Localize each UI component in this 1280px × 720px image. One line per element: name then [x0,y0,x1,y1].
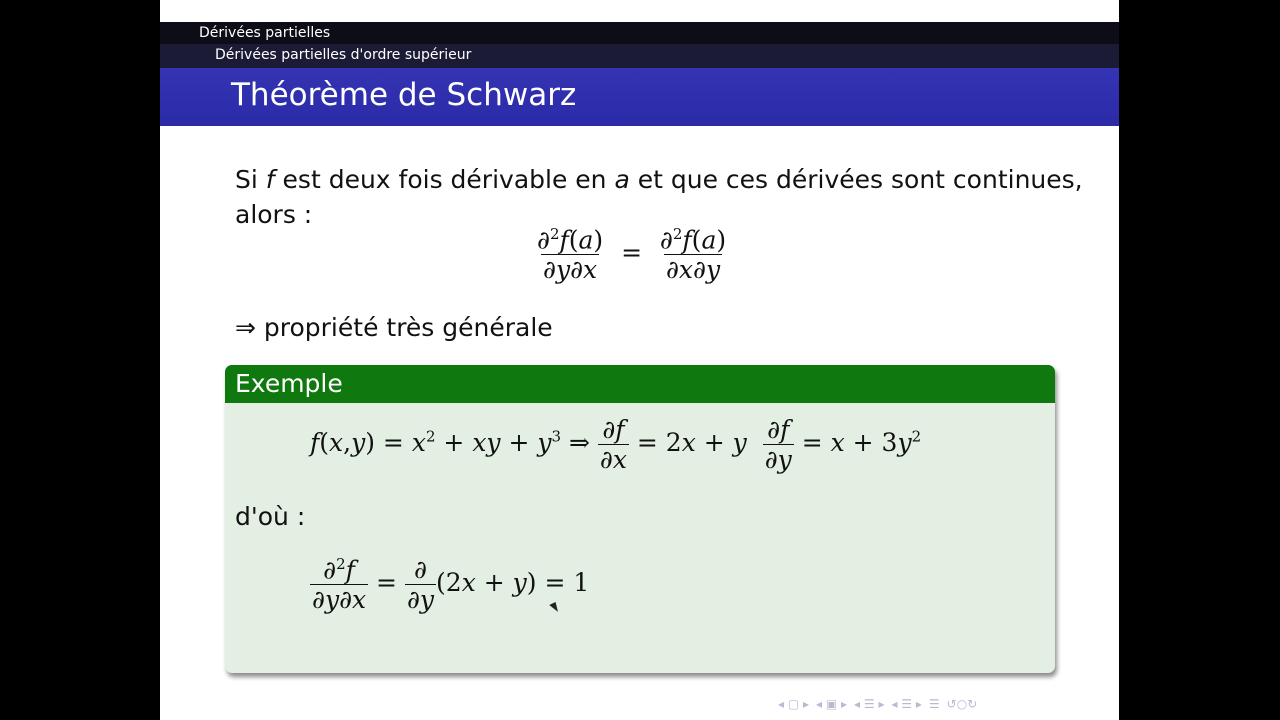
schwarz-equation: $\frac{\partial^2f(a)}{\partial y\partial x}$ = $\frac{\partial^2f(a)}{\partial x\partial y}$ [537,225,727,285]
theorem-statement-line2: alors : [235,200,313,229]
nav-prev-frame-icon[interactable]: ◂ ▢ ▸ [778,697,810,711]
frame-title-bar [160,68,1119,126]
example-equation: $f(x,y) = x^2$ + xy + $y^3$ ⇒ $\frac{\partial f}{\partial x}$ = 2x + y $\frac{\partial f}{\partial y}$ = $x + 3y^2$ [310,415,922,474]
slide [160,0,1119,720]
subsection-title[interactable]: Dérivées partielles d'ordre supérieur [215,47,472,63]
section-title[interactable]: Dérivées partielles [199,25,331,41]
beamer-navigation-bar [778,697,977,711]
example-header [225,365,1055,403]
dou-text: d'où : [235,502,306,531]
nav-next-section-icon[interactable]: ◂ ☰ ▸ [891,697,922,711]
theorem-statement-line1: Si f est deux fois dérivable en a et que ces dérivées sont continues, [235,165,1083,194]
implication-text: ⇒ propriété très générale [235,313,553,342]
nav-prev-section-icon[interactable]: ◂ ☰ ▸ [854,697,885,711]
mixed-derivative-equation: $\frac{\partial^2f}{\partial y\partial x}$ = $\frac{\partial}{\partial y}$ (2x + y) = 1 [312,555,590,615]
subsection-header [160,44,1119,68]
example-block [225,365,1055,673]
frame-title: Théorème de Schwarz [231,77,577,113]
nav-prev-subsection-icon[interactable]: ◂ ▣ ▸ [816,697,848,711]
section-header [160,22,1119,44]
nav-search-icon[interactable]: ↺○↻ [946,697,978,711]
example-title: Exemple [235,369,343,398]
nav-outline-icon[interactable]: ☰ [928,697,940,711]
